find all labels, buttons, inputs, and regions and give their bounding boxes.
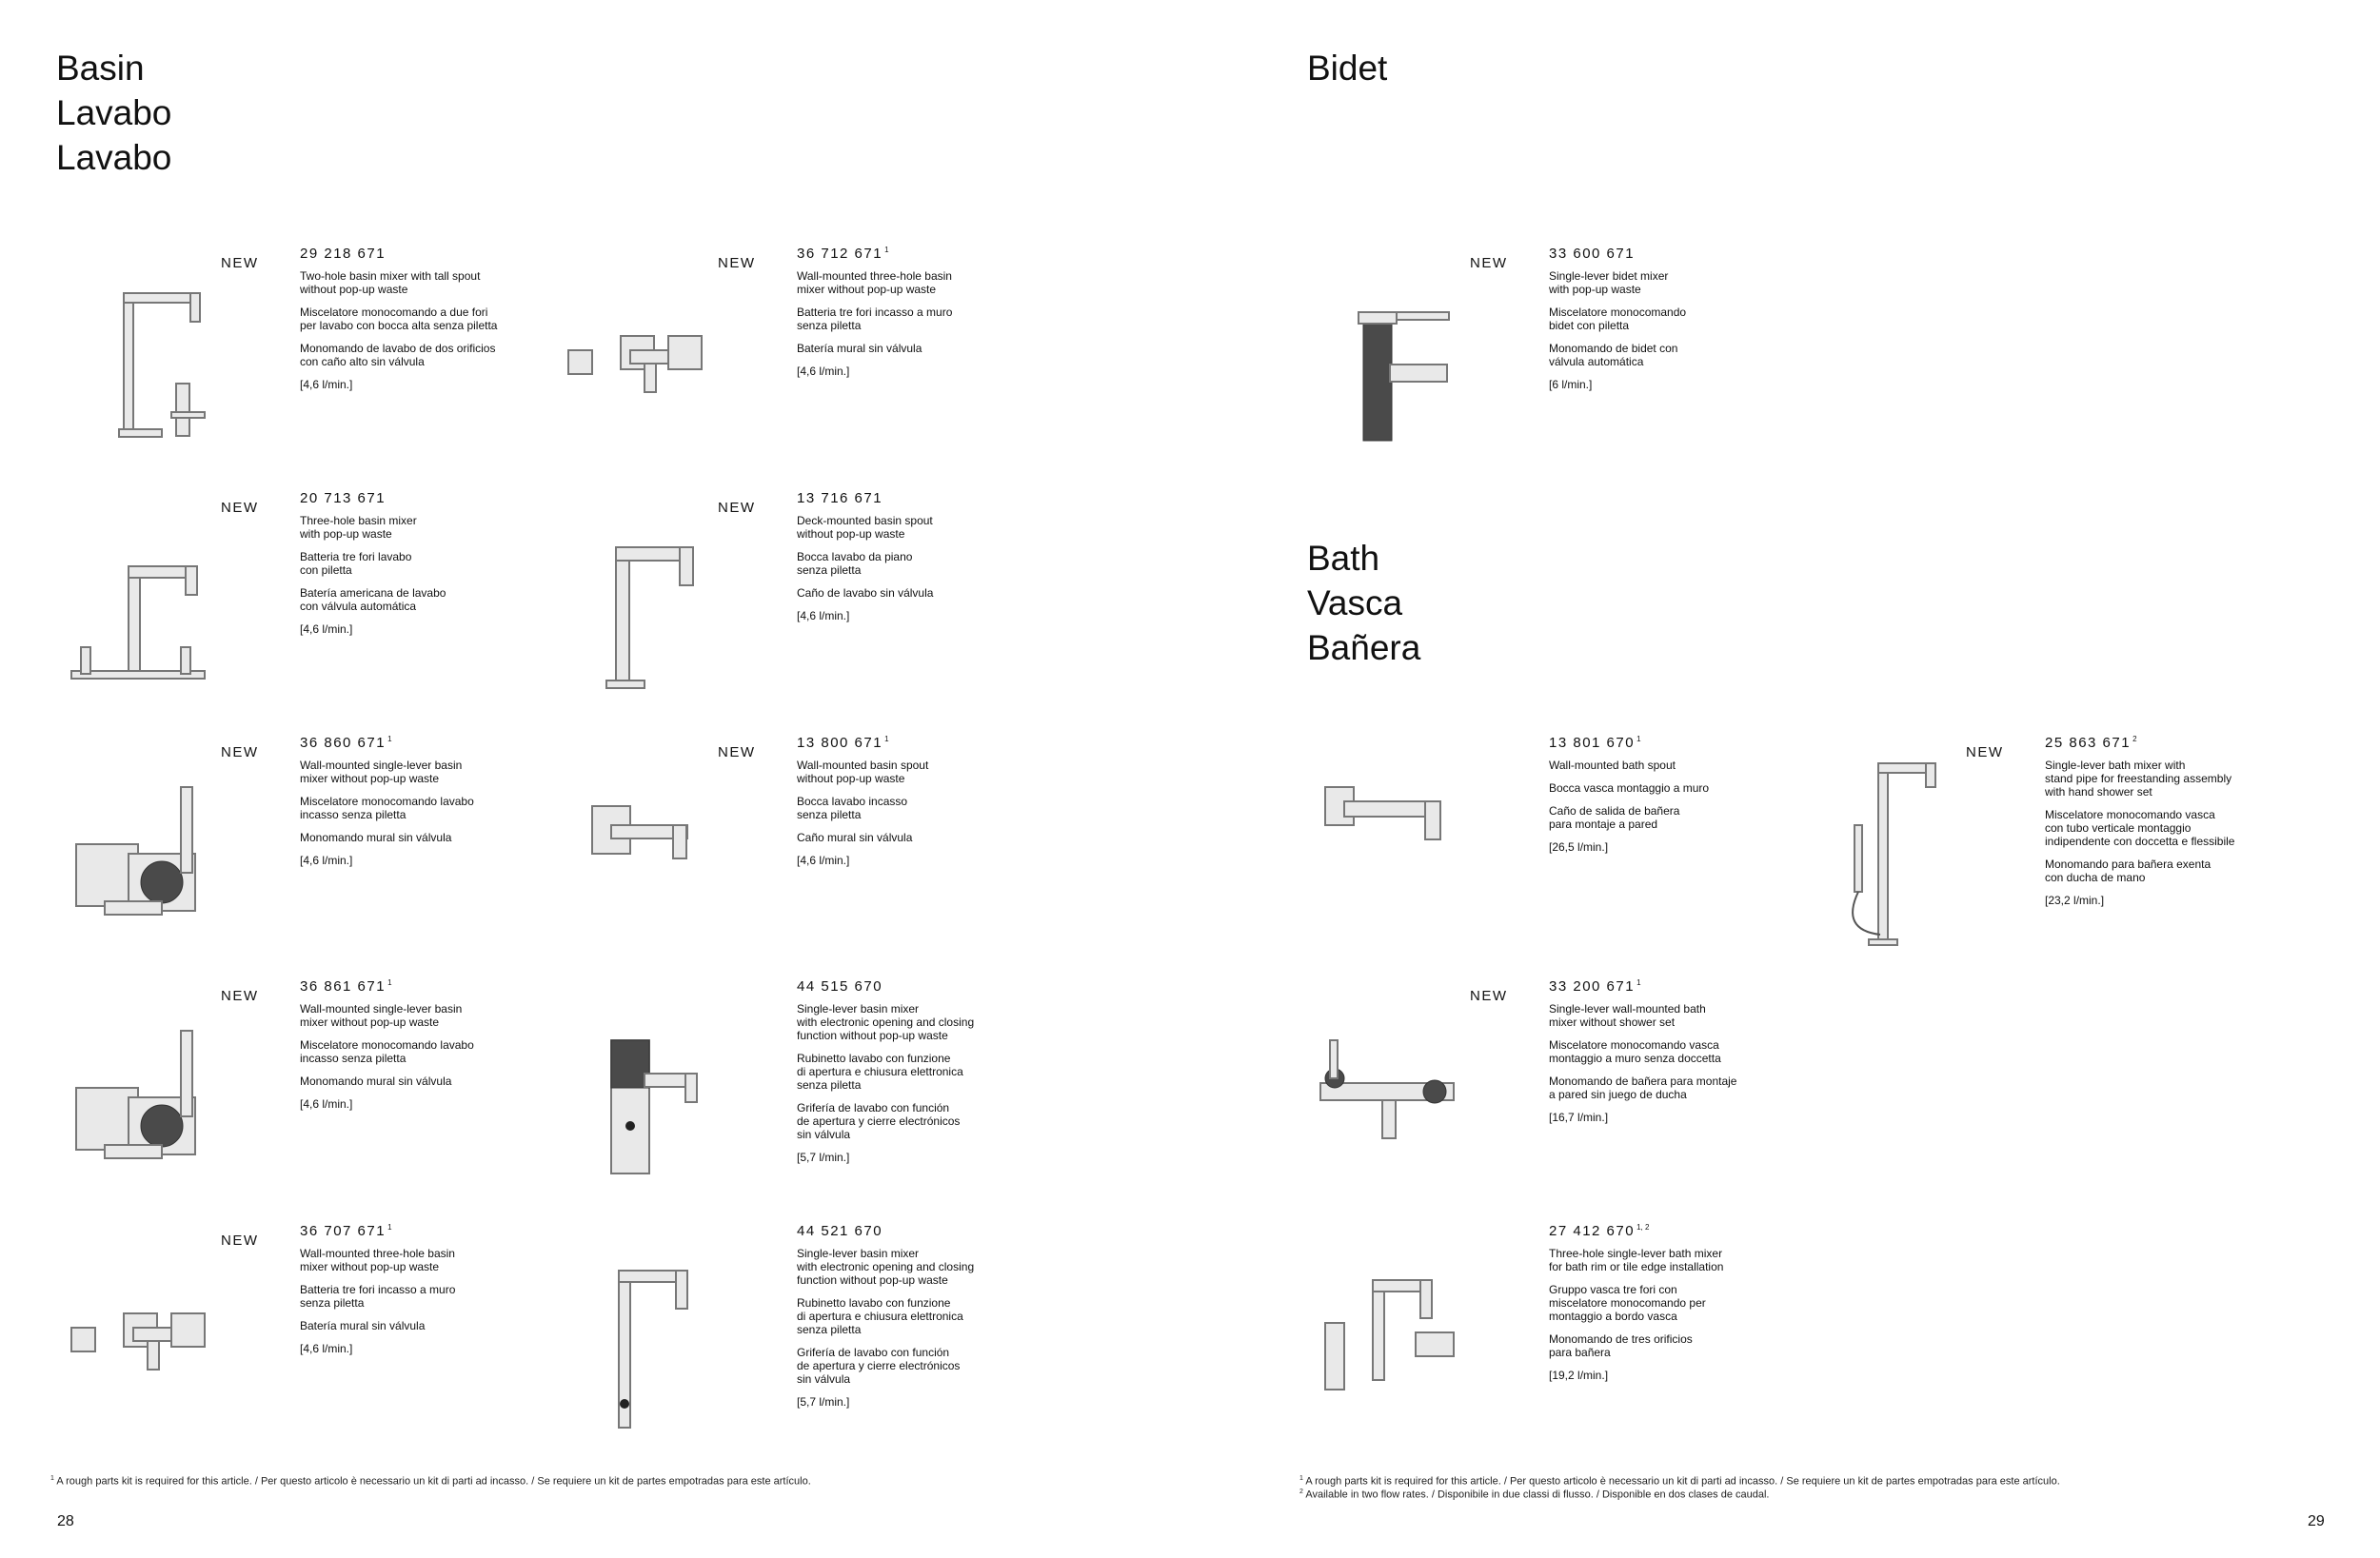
product-code: 20 713 671 bbox=[300, 490, 387, 506]
description-english: Single-lever basin mixer with electronic opening and closing function without pop-up waste bbox=[797, 1247, 975, 1287]
product-entry bbox=[1802, 735, 2297, 963]
wall-bath-mixer-icon bbox=[1306, 1002, 1468, 1193]
description-english: Wall-mounted basin spout without pop-up waste bbox=[797, 759, 929, 785]
section-title-bath bbox=[1307, 536, 1420, 670]
product-code: 13 716 671 bbox=[797, 490, 883, 506]
wall-single-lever-mixer-icon bbox=[57, 759, 219, 949]
flow-rate: [5,7 l/min.] bbox=[797, 1395, 850, 1409]
title-line: Lavabo bbox=[56, 138, 172, 177]
flow-rate: [26,5 l/min.] bbox=[1549, 840, 1609, 854]
description-spanish: Caño de lavabo sin válvula bbox=[797, 586, 934, 600]
bath-spout-icon bbox=[1306, 759, 1468, 949]
description-spanish: Monomando de bañera para montaje a pared sin juego de ducha bbox=[1549, 1075, 1737, 1101]
footnote-marker: 1 bbox=[1636, 735, 1641, 743]
product-entry bbox=[1306, 1223, 1801, 1451]
wall-single-lever-mixer-icon bbox=[57, 1002, 219, 1193]
flow-rate: [4,6 l/min.] bbox=[797, 365, 850, 378]
description-spanish: Monomando mural sin válvula bbox=[300, 831, 452, 844]
flow-rate: [4,6 l/min.] bbox=[300, 622, 353, 636]
flow-rate: [23,2 l/min.] bbox=[2045, 894, 2105, 907]
product-code: 29 218 671 bbox=[300, 246, 387, 262]
flow-rate: [4,6 l/min.] bbox=[300, 854, 353, 867]
product-code: 27 412 670 $^{1, 2}$ bbox=[1549, 1223, 1650, 1239]
product-description bbox=[2045, 735, 2283, 907]
product-entry bbox=[57, 1223, 552, 1451]
description-spanish: Monomando para bañera exenta con ducha de mano bbox=[2045, 858, 2211, 884]
product-description bbox=[797, 978, 1035, 1164]
wall-spout-icon bbox=[554, 759, 716, 949]
flow-rate: [4,6 l/min.] bbox=[300, 378, 353, 391]
description-english: Three-hole basin mixer with pop-up waste bbox=[300, 514, 417, 541]
product-code: 36 861 671 $^1$ bbox=[300, 978, 392, 995]
product-entry bbox=[1306, 978, 1801, 1207]
wall-three-hole-mixer-icon bbox=[57, 1247, 219, 1437]
product-code: 13 801 670 $^1$ bbox=[1549, 735, 1641, 751]
footnote-marker: 1 bbox=[884, 735, 889, 743]
description-italian: Miscelatore monocomando bidet con piletta bbox=[1549, 306, 1687, 332]
product-entry bbox=[57, 735, 552, 963]
description-spanish: Grifería de lavabo con función de apertura y cierre electrónicos sin válvula bbox=[797, 1101, 961, 1141]
description-spanish: Batería mural sin válvula bbox=[300, 1319, 426, 1332]
footnote-text: A rough parts kit is required for this article. / Per questo articolo è necessario un kit di parti ad incasso. / Se requiere un kit de partes empotradas para este artículo. bbox=[1305, 1475, 2060, 1488]
footnote-marker: 2 bbox=[2132, 735, 2137, 743]
product-entry bbox=[554, 1223, 1049, 1451]
bidet-mixer-icon bbox=[1306, 269, 1468, 460]
flow-rate: [6 l/min.] bbox=[1549, 378, 1593, 391]
description-english: Wall-mounted bath spout bbox=[1549, 759, 1676, 772]
flow-rate: [4,6 l/min.] bbox=[797, 609, 850, 622]
description-italian: Batteria tre fori lavabo con piletta bbox=[300, 550, 412, 577]
description-spanish: Monomando de lavabo de dos orificios con caño alto sin válvula bbox=[300, 342, 496, 368]
description-italian: Bocca vasca montaggio a muro bbox=[1549, 781, 1710, 795]
product-entry bbox=[554, 978, 1049, 1207]
electronic-tall-mixer-icon bbox=[554, 1247, 716, 1437]
flow-rate: [19,2 l/min.] bbox=[1549, 1369, 1609, 1382]
description-english: Single-lever bidet mixer with pop-up waste bbox=[1549, 269, 1669, 296]
description-spanish: Caño mural sin válvula bbox=[797, 831, 913, 844]
new-badge: NEW bbox=[221, 988, 259, 1004]
product-code: 13 800 671 $^1$ bbox=[797, 735, 889, 751]
description-italian: Batteria tre fori incasso a muro senza piletta bbox=[300, 1283, 456, 1310]
product-entry bbox=[57, 978, 552, 1207]
product-entry bbox=[554, 490, 1049, 719]
new-badge: NEW bbox=[1470, 988, 1508, 1004]
new-badge: NEW bbox=[221, 1233, 259, 1249]
product-code: 33 200 671 $^1$ bbox=[1549, 978, 1641, 995]
product-description bbox=[797, 1223, 1035, 1409]
product-entry bbox=[57, 490, 552, 719]
product-code: 44 515 670 bbox=[797, 978, 883, 995]
wall-three-hole-mixer-icon bbox=[554, 269, 716, 460]
deck-spout-icon bbox=[554, 514, 716, 704]
title-line: Bath bbox=[1307, 539, 1380, 578]
product-description bbox=[797, 246, 1035, 378]
footnote-marker: 1 bbox=[387, 735, 392, 743]
description-italian: Miscelatore monocomando vasca montaggio a muro senza doccetta bbox=[1549, 1038, 1721, 1065]
footnote-right-2: $^2$ Available in two flow rates. / Disponibile in due classi di flusso. / Disponible en dos clases de caudal. bbox=[1299, 1489, 1770, 1501]
description-spanish: Monomando de bidet con válvula automática bbox=[1549, 342, 1678, 368]
flow-rate: [4,6 l/min.] bbox=[797, 854, 850, 867]
product-description bbox=[300, 735, 538, 867]
flow-rate: [5,7 l/min.] bbox=[797, 1151, 850, 1164]
product-code: 36 712 671 $^1$ bbox=[797, 246, 889, 262]
product-description bbox=[300, 490, 538, 636]
description-english: Two-hole basin mixer with tall spout without pop-up waste bbox=[300, 269, 481, 296]
new-badge: NEW bbox=[1966, 744, 2004, 760]
description-italian: Gruppo vasca tre fori con miscelatore monocomando per montaggio a bordo vasca bbox=[1549, 1283, 1706, 1323]
product-code: 33 600 671 bbox=[1549, 246, 1636, 262]
product-description bbox=[1549, 735, 1787, 854]
description-spanish: Monomando mural sin válvula bbox=[300, 1075, 452, 1088]
footnote-text: Available in two flow rates. / Disponibile in due classi di flusso. / Disponible en dos clases de caudal. bbox=[1305, 1489, 1770, 1501]
description-english: Wall-mounted three-hole basin mixer without pop-up waste bbox=[300, 1247, 455, 1273]
flow-rate: [4,6 l/min.] bbox=[300, 1342, 353, 1355]
description-english: Single-lever wall-mounted bath mixer without shower set bbox=[1549, 1002, 1706, 1029]
product-description bbox=[300, 1223, 538, 1355]
product-description bbox=[1549, 246, 1787, 391]
new-badge: NEW bbox=[718, 744, 756, 760]
product-code: 25 863 671 $^2$ bbox=[2045, 735, 2137, 751]
description-italian: Miscelatore monocomando a due fori per lavabo con bocca alta senza piletta bbox=[300, 306, 498, 332]
description-italian: Rubinetto lavabo con funzione di apertura e chiusura elettronica senza piletta bbox=[797, 1296, 963, 1336]
product-description bbox=[797, 490, 1035, 622]
description-italian: Bocca lavabo da piano senza piletta bbox=[797, 550, 913, 577]
description-italian: Rubinetto lavabo con funzione di apertura e chiusura elettronica senza piletta bbox=[797, 1052, 963, 1092]
description-spanish: Batería mural sin válvula bbox=[797, 342, 922, 355]
new-badge: NEW bbox=[221, 255, 259, 271]
footnote-text: A rough parts kit is required for this article. / Per questo articolo è necessario un kit di parti ad incasso. / Se requiere un kit de partes empotradas para este artículo. bbox=[56, 1475, 811, 1488]
product-description bbox=[300, 246, 538, 391]
description-italian: Miscelatore monocomando lavabo incasso senza piletta bbox=[300, 1038, 474, 1065]
product-entry bbox=[1306, 735, 1801, 963]
description-english: Single-lever basin mixer with electronic opening and closing function without pop-up waste bbox=[797, 1002, 975, 1042]
electronic-mixer-icon bbox=[554, 1002, 716, 1193]
description-italian: Batteria tre fori incasso a muro senza piletta bbox=[797, 306, 953, 332]
new-badge: NEW bbox=[1470, 255, 1508, 271]
description-italian: Miscelatore monocomando vasca con tubo verticale montaggio indipendente con doccetta e flessibile bbox=[2045, 808, 2235, 848]
new-badge: NEW bbox=[718, 255, 756, 271]
title-line: Bañera bbox=[1307, 628, 1421, 667]
product-description bbox=[797, 735, 1035, 867]
description-english: Deck-mounted basin spout without pop-up waste bbox=[797, 514, 933, 541]
description-english: Wall-mounted three-hole basin mixer without pop-up waste bbox=[797, 269, 952, 296]
footnote-marker: 1 bbox=[884, 246, 889, 254]
description-spanish: Batería americana de lavabo con válvula automática bbox=[300, 586, 446, 613]
footnote-marker: 1 bbox=[387, 1223, 392, 1232]
title-line: Basin bbox=[56, 49, 145, 88]
footnote-marker: 1 bbox=[387, 978, 392, 987]
new-badge: NEW bbox=[718, 500, 756, 516]
product-code: 44 521 670 bbox=[797, 1223, 883, 1239]
description-italian: Bocca lavabo incasso senza piletta bbox=[797, 795, 908, 821]
flow-rate: [16,7 l/min.] bbox=[1549, 1111, 1609, 1124]
flow-rate: [4,6 l/min.] bbox=[300, 1097, 353, 1111]
footnote-right-1: $^1$ A rough parts kit is required for this article. / Per questo articolo è necessario un kit di parti ad incasso. / Se requiere un kit de partes empotradas para este artículo. bbox=[1299, 1475, 2060, 1488]
product-code: 36 860 671 $^1$ bbox=[300, 735, 392, 751]
footnote-marker: 1, 2 bbox=[1636, 1223, 1650, 1232]
product-description bbox=[300, 978, 538, 1111]
page-number-right: 29 bbox=[2308, 1513, 2325, 1529]
footnote-marker: 1 bbox=[1636, 978, 1641, 987]
product-code: 36 707 671 $^1$ bbox=[300, 1223, 392, 1239]
section-title-bidet bbox=[1307, 46, 1387, 90]
product-entry bbox=[1306, 246, 1801, 474]
description-spanish: Monomando de tres orificios para bañera bbox=[1549, 1332, 1693, 1359]
section-title-basin bbox=[56, 46, 171, 180]
page-number-left: 28 bbox=[57, 1513, 74, 1529]
description-english: Wall-mounted single-lever basin mixer without pop-up waste bbox=[300, 759, 463, 785]
bath-rim-mixer-icon bbox=[1306, 1247, 1468, 1437]
description-spanish: Caño de salida de bañera para montaje a pared bbox=[1549, 804, 1680, 831]
product-entry bbox=[554, 246, 1049, 474]
title-line: Lavabo bbox=[56, 93, 172, 132]
product-description bbox=[1549, 978, 1787, 1124]
description-english: Three-hole single-lever bath mixer for bath rim or tile edge installation bbox=[1549, 1247, 1724, 1273]
title-line: Bidet bbox=[1307, 49, 1388, 88]
product-description bbox=[1549, 1223, 1787, 1382]
product-entry bbox=[57, 246, 552, 474]
footnote-left: $^1$ A rough parts kit is required for this article. / Per questo articolo è necessario un kit di parti ad incasso. / Se requiere un kit de partes empotradas para este artículo. bbox=[50, 1475, 811, 1488]
new-badge: NEW bbox=[221, 500, 259, 516]
new-badge: NEW bbox=[221, 744, 259, 760]
freestanding-bath-mixer-icon bbox=[1802, 759, 1964, 949]
description-english: Single-lever bath mixer with stand pipe for freestanding assembly with hand shower set bbox=[2045, 759, 2232, 799]
three-hole-basin-mixer-icon bbox=[57, 514, 219, 704]
description-italian: Miscelatore monocomando lavabo incasso senza piletta bbox=[300, 795, 474, 821]
title-line: Vasca bbox=[1307, 583, 1403, 622]
description-english: Wall-mounted single-lever basin mixer without pop-up waste bbox=[300, 1002, 463, 1029]
tall-two-hole-mixer-icon bbox=[57, 269, 219, 460]
description-spanish: Grifería de lavabo con función de apertura y cierre electrónicos sin válvula bbox=[797, 1346, 961, 1386]
product-entry bbox=[554, 735, 1049, 963]
